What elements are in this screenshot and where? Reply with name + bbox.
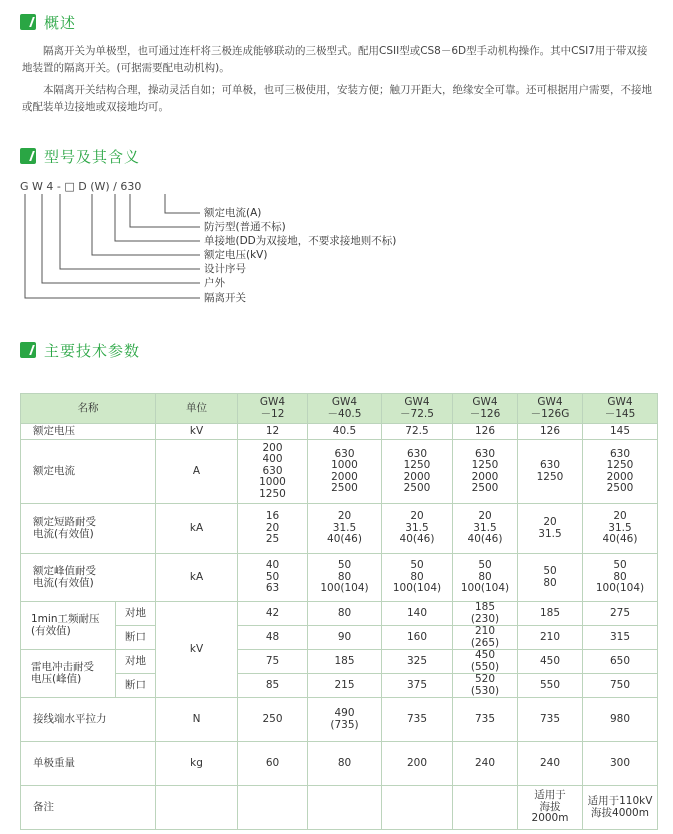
header-model: GW4 －12 [238,394,308,424]
sub-label: 对地 [116,602,156,626]
value-cell: 450 [518,650,583,674]
unit-cell: kg [156,742,238,786]
value-cell: 20 31.5 40(46) [583,504,658,554]
value-cell: 185 [308,650,382,674]
row-label: 额定电压 [21,424,156,440]
value-cell: 80 [308,742,382,786]
table-row [21,742,658,786]
header-model: GW4 －126G [518,394,583,424]
unit-cell: A [156,440,238,504]
value-cell: 630 1250 2000 2500 [583,440,658,504]
value-cell: 60 [238,742,308,786]
table-row [21,674,658,698]
row-label: 额定峰值耐受 电流(有效值) [21,554,156,602]
table-row [21,650,658,674]
header-model: GW4 －72.5 [382,394,453,424]
unit-cell: kA [156,504,238,554]
value-cell: 735 [453,698,518,742]
table-row [21,786,658,830]
overview-paragraph-1: 隔离开关为单极型，也可通过连杆将三极连成能够联动的三极型式。配用CSII型或CS8－6D型手动机构操作。其中CSI7用于带双接地装置的隔离开关。(可据需要配电动机构)。 [22,45,648,74]
table-row [21,504,658,554]
unit-cell: kV [156,602,238,698]
value-cell: 450 (550) [453,650,518,674]
value-cell: 200 [382,742,453,786]
meaning-disconnector: 隔离开关 [204,292,246,304]
value-cell: 250 [238,698,308,742]
meaning-anti-pollution: 防污型(普通不标) [204,221,286,233]
value-cell: 适用于 海拔 2000m [518,786,583,830]
sub-label: 断口 [116,674,156,698]
value-cell [453,786,518,830]
value-cell: 315 [583,626,658,650]
value-cell: 490 (735) [308,698,382,742]
section-marker-icon [20,342,36,358]
table-row [21,626,658,650]
value-cell: 50 80 100(104) [382,554,453,602]
row-label: 接线端水平拉力 [21,698,156,742]
header-model: GW4 －40.5 [308,394,382,424]
value-cell: 160 [382,626,453,650]
value-cell: 630 1250 2000 2500 [453,440,518,504]
value-cell: 145 [583,424,658,440]
model-title: 型号及其含义 [44,147,141,166]
header-model: GW4 －145 [583,394,658,424]
value-cell: 550 [518,674,583,698]
value-cell: 20 31.5 40(46) [382,504,453,554]
value-cell: 20 31.5 40(46) [453,504,518,554]
value-cell: 50 80 100(104) [583,554,658,602]
value-cell: 750 [583,674,658,698]
value-cell: 200 400 630 1000 1250 [238,440,308,504]
value-cell: 80 [308,602,382,626]
sub-label: 对地 [116,650,156,674]
value-cell: 215 [308,674,382,698]
overview-paragraph-2: 本隔离开关结构合理，操动灵活自如；可单极，也可三极使用，安装方便；触刀开距大，绝缘安全可靠。还可根据用户需要，不接地或配装单边接地或双接地均可。 [22,84,652,113]
value-cell: 630 1250 2000 2500 [382,440,453,504]
value-cell: 40 50 63 [238,554,308,602]
unit-cell: N [156,698,238,742]
table-row [21,554,658,602]
table-row [21,424,658,440]
value-cell: 210 [518,626,583,650]
meaning-outdoor: 户外 [204,277,225,289]
value-cell: 240 [453,742,518,786]
row-label: 额定短路耐受 电流(有效值) [21,504,156,554]
value-cell: 85 [238,674,308,698]
value-cell [382,786,453,830]
value-cell: 735 [382,698,453,742]
value-cell: 275 [583,602,658,626]
value-cell: 50 80 100(104) [308,554,382,602]
value-cell: 126 [518,424,583,440]
value-cell: 325 [382,650,453,674]
value-cell: 20 31.5 [518,504,583,554]
value-cell: 126 [453,424,518,440]
row-label: 1min工频耐压 (有效值) [21,602,116,650]
value-cell: 16 20 25 [238,504,308,554]
value-cell: 20 31.5 40(46) [308,504,382,554]
spec-table [20,393,658,830]
row-label: 备注 [21,786,156,830]
table-row [21,698,658,742]
value-cell: 650 [583,650,658,674]
value-cell: 980 [583,698,658,742]
value-cell: 48 [238,626,308,650]
header-unit: 单位 [156,394,238,424]
unit-cell [156,786,238,830]
table-row [21,602,658,626]
value-cell: 735 [518,698,583,742]
value-cell [308,786,382,830]
value-cell: 240 [518,742,583,786]
meaning-rated-current: 额定电流(A) [204,207,262,219]
value-cell: 375 [382,674,453,698]
row-label: 额定电流 [21,440,156,504]
value-cell: 185 [518,602,583,626]
sub-label: 断口 [116,626,156,650]
row-label: 单极重量 [21,742,156,786]
table-row [21,440,658,504]
value-cell: 520 (530) [453,674,518,698]
value-cell: 50 80 100(104) [453,554,518,602]
value-cell: 140 [382,602,453,626]
value-cell [238,786,308,830]
header-model: GW4 －126 [453,394,518,424]
value-cell: 42 [238,602,308,626]
value-cell: 适用于110kV 海拔4000m [583,786,658,830]
overview-title: 概述 [44,13,77,32]
params-title: 主要技术参数 [44,341,141,360]
value-cell: 210 (265) [453,626,518,650]
unit-cell: kA [156,554,238,602]
value-cell: 630 1000 2000 2500 [308,440,382,504]
meaning-rated-voltage: 额定电压(kV) [204,249,268,261]
value-cell: 72.5 [382,424,453,440]
value-cell: 90 [308,626,382,650]
header-name: 名称 [21,394,156,424]
row-label: 雷电冲击耐受 电压(峰值) [21,650,116,698]
table-header-row [21,394,658,424]
value-cell: 75 [238,650,308,674]
value-cell: 300 [583,742,658,786]
unit-cell: kV [156,424,238,440]
value-cell: 40.5 [308,424,382,440]
meaning-grounding: 单接地(DD为双接地，不要求接地则不标) [204,235,397,247]
value-cell: 50 80 [518,554,583,602]
value-cell: 630 1250 [518,440,583,504]
meaning-design-serial: 设计序号 [204,263,246,275]
value-cell: 185 (230) [453,602,518,626]
model-code: G W 4 - □ D (W) / 630 [20,180,142,193]
value-cell: 12 [238,424,308,440]
params-heading [20,340,140,360]
